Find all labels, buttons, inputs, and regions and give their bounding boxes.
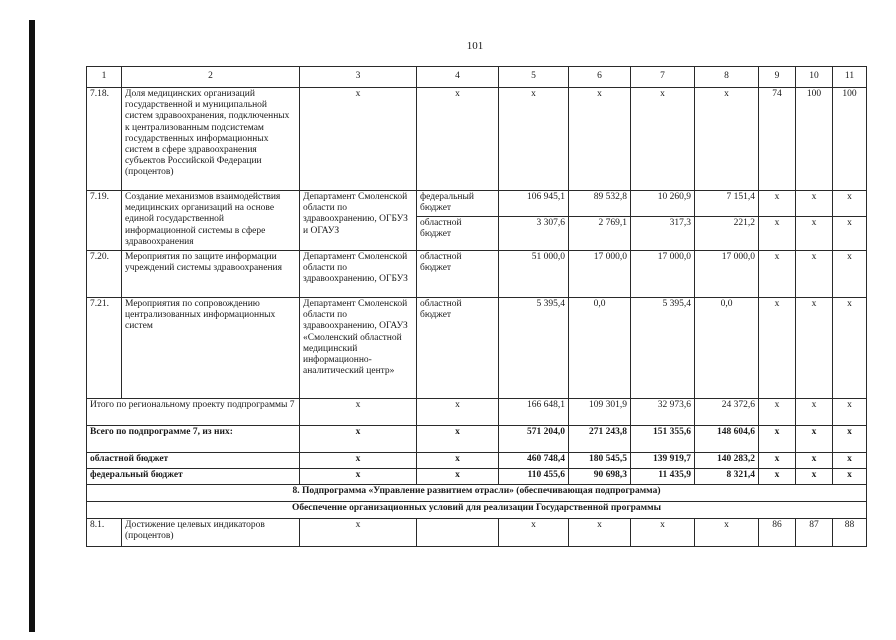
value-cell: 0,0	[569, 298, 631, 399]
value-cell: 3 307,6	[499, 217, 569, 251]
budget-table	[86, 66, 867, 547]
header-cell: 10	[796, 67, 833, 88]
table-row	[87, 519, 867, 547]
indicator-cell: х	[796, 217, 833, 251]
value-cell: 140 283,2	[695, 453, 759, 469]
indicator-cell: х	[833, 469, 867, 485]
indicator-cell: х	[796, 426, 833, 453]
measure-name: Мероприятия по сопровождению централизованных информационных систем	[122, 298, 300, 399]
executor-cell: Департамент Смоленской области по здравоохранению, ОГБУЗ	[300, 251, 417, 298]
value-cell: 460 748,4	[499, 453, 569, 469]
table-row	[87, 88, 867, 191]
value-cell: 110 455,6	[499, 469, 569, 485]
subtotal-row	[87, 399, 867, 426]
header-cell: 6	[569, 67, 631, 88]
funding-source-cell: х	[417, 469, 499, 485]
value-cell: 221,2	[695, 217, 759, 251]
indicator-cell: 100	[796, 88, 833, 191]
executor-cell: Департамент Смоленской области по здравоохранению, ОГАУЗ «Смоленский областной медицинский информационно-аналитический центр»	[300, 298, 417, 399]
indicator-cell: х	[796, 453, 833, 469]
value-cell: х	[695, 519, 759, 547]
indicator-cell: х	[833, 426, 867, 453]
value-cell: 51 000,0	[499, 251, 569, 298]
value-cell: 271 243,8	[569, 426, 631, 453]
funding-source-cell: областной бюджет	[417, 217, 499, 251]
indicator-cell: х	[796, 399, 833, 426]
indicator-cell: х	[796, 191, 833, 217]
executor-cell: х	[300, 519, 417, 547]
indicator-cell: х	[759, 251, 796, 298]
value-cell: 151 355,6	[631, 426, 695, 453]
header-cell: 11	[833, 67, 867, 88]
value-cell: 139 919,7	[631, 453, 695, 469]
total-label: Всего по подпрограмме 7, из них:	[87, 426, 300, 453]
row-number: 8.1.	[87, 519, 122, 547]
indicator-cell: х	[833, 191, 867, 217]
row-number: 7.18.	[87, 88, 122, 191]
value-cell: 17 000,0	[695, 251, 759, 298]
subsection-title: Обеспечение организационных условий для реализации Государственной программы	[87, 502, 867, 519]
indicator-cell: х	[833, 399, 867, 426]
header-cell: 2	[122, 67, 300, 88]
value-cell: 317,3	[631, 217, 695, 251]
funding-source-cell: областной бюджет	[417, 298, 499, 399]
indicator-cell: х	[833, 217, 867, 251]
row-number: 7.20.	[87, 251, 122, 298]
value-cell: 8 321,4	[695, 469, 759, 485]
executor-cell: х	[300, 399, 417, 426]
header-cell: 5	[499, 67, 569, 88]
value-cell: 24 372,6	[695, 399, 759, 426]
executor-cell: х	[300, 426, 417, 453]
budget-label: федеральный бюджет	[87, 469, 300, 485]
value-cell: х	[569, 88, 631, 191]
measure-name: Достижение целевых индикаторов (процентов)	[122, 519, 300, 547]
funding-source-cell: областной бюджет	[417, 251, 499, 298]
page-number: 101	[466, 40, 484, 52]
value-cell: 2 769,1	[569, 217, 631, 251]
indicator-cell: х	[833, 298, 867, 399]
value-cell: 10 260,9	[631, 191, 695, 217]
budget-row	[87, 453, 867, 469]
indicator-cell: х	[796, 298, 833, 399]
value-cell: 0,0	[695, 298, 759, 399]
value-cell: х	[631, 88, 695, 191]
value-cell: 109 301,9	[569, 399, 631, 426]
funding-source-cell: х	[417, 399, 499, 426]
indicator-cell: х	[833, 251, 867, 298]
funding-source-cell	[417, 519, 499, 547]
indicator-cell: 74	[759, 88, 796, 191]
budget-row	[87, 469, 867, 485]
section-title: 8. Подпрограмма «Управление развитием отрасли» (обеспечивающая подпрограмма)	[87, 485, 867, 502]
measure-name: Создание механизмов взаимодействия медицинских организаций на основе единой государственной информационной системы в сфере здравоохранения	[122, 191, 300, 251]
value-cell: 11 435,9	[631, 469, 695, 485]
indicator-cell: х	[759, 469, 796, 485]
indicator-cell: х	[759, 399, 796, 426]
total-row	[87, 426, 867, 453]
value-cell: 571 204,0	[499, 426, 569, 453]
value-cell: х	[499, 88, 569, 191]
table-row	[87, 298, 867, 399]
indicator-cell: 88	[833, 519, 867, 547]
value-cell: 106 945,1	[499, 191, 569, 217]
indicator-cell: х	[759, 426, 796, 453]
indicator-cell: х	[759, 298, 796, 399]
value-cell: х	[569, 519, 631, 547]
column-number-row	[87, 67, 867, 88]
indicator-cell: х	[796, 251, 833, 298]
funding-source-cell: х	[417, 453, 499, 469]
header-cell: 7	[631, 67, 695, 88]
executor-cell: Департамент Смоленской области по здравоохранению, ОГБУЗ и ОГАУЗ	[300, 191, 417, 251]
value-cell: 180 545,5	[569, 453, 631, 469]
value-cell: 5 395,4	[631, 298, 695, 399]
funding-source-cell: х	[417, 88, 499, 191]
indicator-cell: 87	[796, 519, 833, 547]
value-cell: 17 000,0	[631, 251, 695, 298]
table-row	[87, 251, 867, 298]
header-cell: 3	[300, 67, 417, 88]
section-title-row	[87, 485, 867, 502]
value-cell: 7 151,4	[695, 191, 759, 217]
subsection-title-row	[87, 502, 867, 519]
table-row	[87, 191, 867, 217]
header-cell: 8	[695, 67, 759, 88]
header-cell: 1	[87, 67, 122, 88]
funding-source-cell: х	[417, 426, 499, 453]
value-cell: 90 698,3	[569, 469, 631, 485]
header-cell: 4	[417, 67, 499, 88]
executor-cell: х	[300, 88, 417, 191]
value-cell: х	[695, 88, 759, 191]
value-cell: 148 604,6	[695, 426, 759, 453]
value-cell: х	[631, 519, 695, 547]
value-cell: 5 395,4	[499, 298, 569, 399]
executor-cell: х	[300, 469, 417, 485]
value-cell: 89 532,8	[569, 191, 631, 217]
header-cell: 9	[759, 67, 796, 88]
indicator-cell: х	[796, 469, 833, 485]
value-cell: 32 973,6	[631, 399, 695, 426]
indicator-cell: х	[833, 453, 867, 469]
binding-edge-bar	[29, 20, 35, 632]
executor-cell: х	[300, 453, 417, 469]
indicator-cell: 86	[759, 519, 796, 547]
budget-label: областной бюджет	[87, 453, 300, 469]
subtotal-label: Итого по региональному проекту подпрограммы 7	[87, 399, 300, 426]
row-number: 7.19.	[87, 191, 122, 251]
value-cell: х	[499, 519, 569, 547]
value-cell: 17 000,0	[569, 251, 631, 298]
indicator-cell: х	[759, 217, 796, 251]
measure-name: Мероприятия по защите информации учреждений системы здравоохранения	[122, 251, 300, 298]
value-cell: 166 648,1	[499, 399, 569, 426]
indicator-cell: х	[759, 453, 796, 469]
row-number: 7.21.	[87, 298, 122, 399]
measure-name: Доля медицинских организаций государственной и муниципальной систем здравоохранения, подключенных к централизованным подсистемам государственных информационных систем в сфере здравоохранения субъектов Российской Федерации (процентов)	[122, 88, 300, 191]
funding-source-cell: федеральный бюджет	[417, 191, 499, 217]
indicator-cell: 100	[833, 88, 867, 191]
indicator-cell: х	[759, 191, 796, 217]
